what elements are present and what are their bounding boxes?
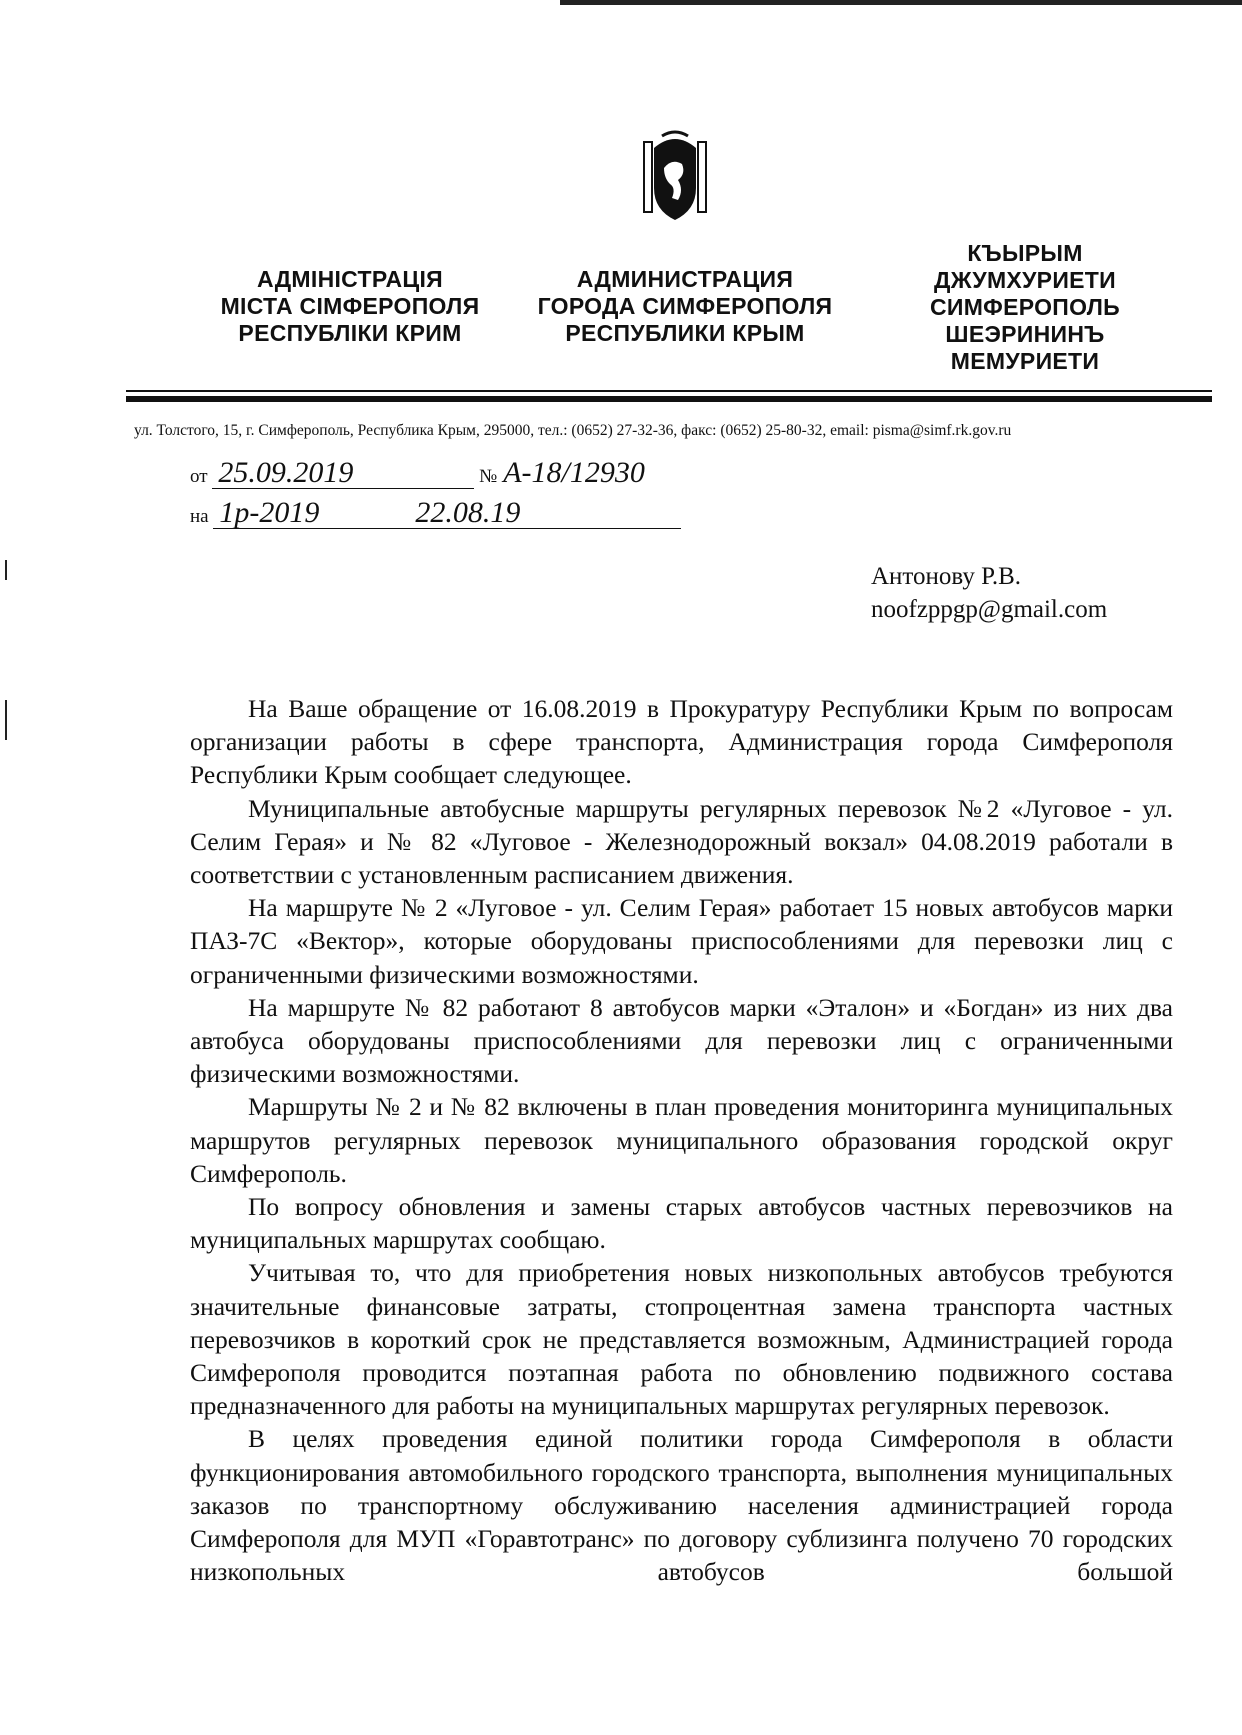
scan-edge bbox=[560, 0, 1242, 5]
paragraph: Учитывая то, что для приобретения новых низкопольных автобусов требуются значительные финансовые затраты, стопроцентная замена транспорта частных перевозчиков в короткий срок не представляется возможным, Администрацией города Симферополя проводится поэтапная работа по обновлению подвижного состава предназначенного для работы на муниципальных маршрутах регулярных перевозок. bbox=[190, 1258, 1173, 1421]
header-line: МІСТА СІМФЕРОПОЛЯ bbox=[220, 293, 480, 319]
from-date: 25.09.2019 bbox=[212, 458, 474, 489]
paragraph: В целях проведения единой политики города Симферополя в области функционирования автомобильного городского транспорта, выполнения муниципальных заказов по транспортному обслуживанию населения администрацией города Симферополя для МУП «Горавтотранс» по договору сублизинга получено 70 городских низкопольных автобусов большой bbox=[190, 1424, 1173, 1587]
to-label: на bbox=[190, 506, 209, 527]
reference-number: 1р-2019 bbox=[213, 498, 385, 529]
header-crimean-tatar bbox=[905, 240, 1145, 375]
header-line: КЪЫРЫМ bbox=[967, 240, 1083, 266]
paragraph: По вопросу обновления и замены старых автобусов частных перевозчиков на муниципальных маршрутах сообщаю. bbox=[190, 1192, 1173, 1255]
header-line: ШЕЭРИНИНЪ bbox=[945, 321, 1105, 347]
header-line: МЕМУРИЕТИ bbox=[950, 348, 1100, 374]
header-divider-thick bbox=[126, 396, 1212, 402]
scan-artifact bbox=[5, 700, 7, 740]
from-label: от bbox=[190, 466, 208, 487]
header-russian bbox=[520, 266, 850, 347]
addressee bbox=[871, 560, 1107, 626]
addressee-name: Антонову Р.В. bbox=[871, 563, 1022, 590]
header-line: ГОРОДА СИМФЕРОПОЛЯ bbox=[537, 293, 833, 319]
header-line: АДМИНИСТРАЦИЯ bbox=[576, 266, 794, 292]
coat-of-arms-emblem bbox=[642, 128, 708, 224]
addressee-email: noofzppgp@gmail.com bbox=[871, 596, 1108, 623]
header-ukrainian bbox=[200, 266, 500, 347]
header-line: АДМІНІСТРАЦІЯ bbox=[256, 266, 444, 292]
paragraph: Муниципальные автобусные маршруты регулярных перевозок №2 «Луговое - ул. Селим Герая» и № 82 «Луговое - Железнодорожный вокзал» 04.08.2019 работали в соответствии с установленным расписанием движения. bbox=[190, 793, 1173, 890]
incoming-reference bbox=[190, 498, 681, 529]
paragraph: На Ваше обращение от 16.08.2019 в Прокуратуру Республики Крым по вопросам организации работы в сфере транспорта, Администрация города Симферополя Республики Крым сообщает следующее. bbox=[190, 694, 1173, 790]
header-line: СИМФЕРОПОЛЬ bbox=[929, 294, 1121, 320]
address-line: ул. Толстого, 15, г. Симферополь, Республика Крым, 295000, тел.: (0652) 27-32-36, факс: (0652) 25-80-32, email: pisma@simf.rk.gov.ru bbox=[134, 422, 1012, 439]
letter-body bbox=[190, 692, 1173, 1588]
header-line: РЕСПУБЛИКИ КРЫМ bbox=[565, 320, 805, 346]
header-line: РЕСПУБЛІКИ КРИМ bbox=[238, 320, 462, 346]
paragraph: На маршруте № 2 «Луговое - ул. Селим Герая» работает 15 новых автобусов марки ПАЗ-7С «Вектор», которые оборудованы приспособлениями для перевозки лиц с ограниченными физическими возможностями. bbox=[190, 893, 1173, 989]
paragraph: Маршруты № 2 и № 82 включены в план проведения мониторинга муниципальных маршрутов регулярных перевозок муниципального образования городской округ Симферополь. bbox=[190, 1092, 1173, 1188]
scan-artifact bbox=[5, 560, 7, 580]
paragraph: На маршруте № 82 работают 8 автобусов марки «Эталон» и «Богдан» из них два автобуса оборудованы приспособлениями для перевозки лиц с ограниченными физическими возможностями. bbox=[190, 992, 1173, 1089]
header-divider bbox=[126, 390, 1212, 392]
registration-number: А-18/12930 bbox=[503, 456, 645, 489]
reference-date: 22.08.19 bbox=[385, 498, 681, 529]
header-line: ДЖУМХУРИЕТИ bbox=[934, 267, 1116, 293]
outgoing-registration bbox=[190, 458, 651, 489]
number-label: № bbox=[479, 466, 498, 487]
